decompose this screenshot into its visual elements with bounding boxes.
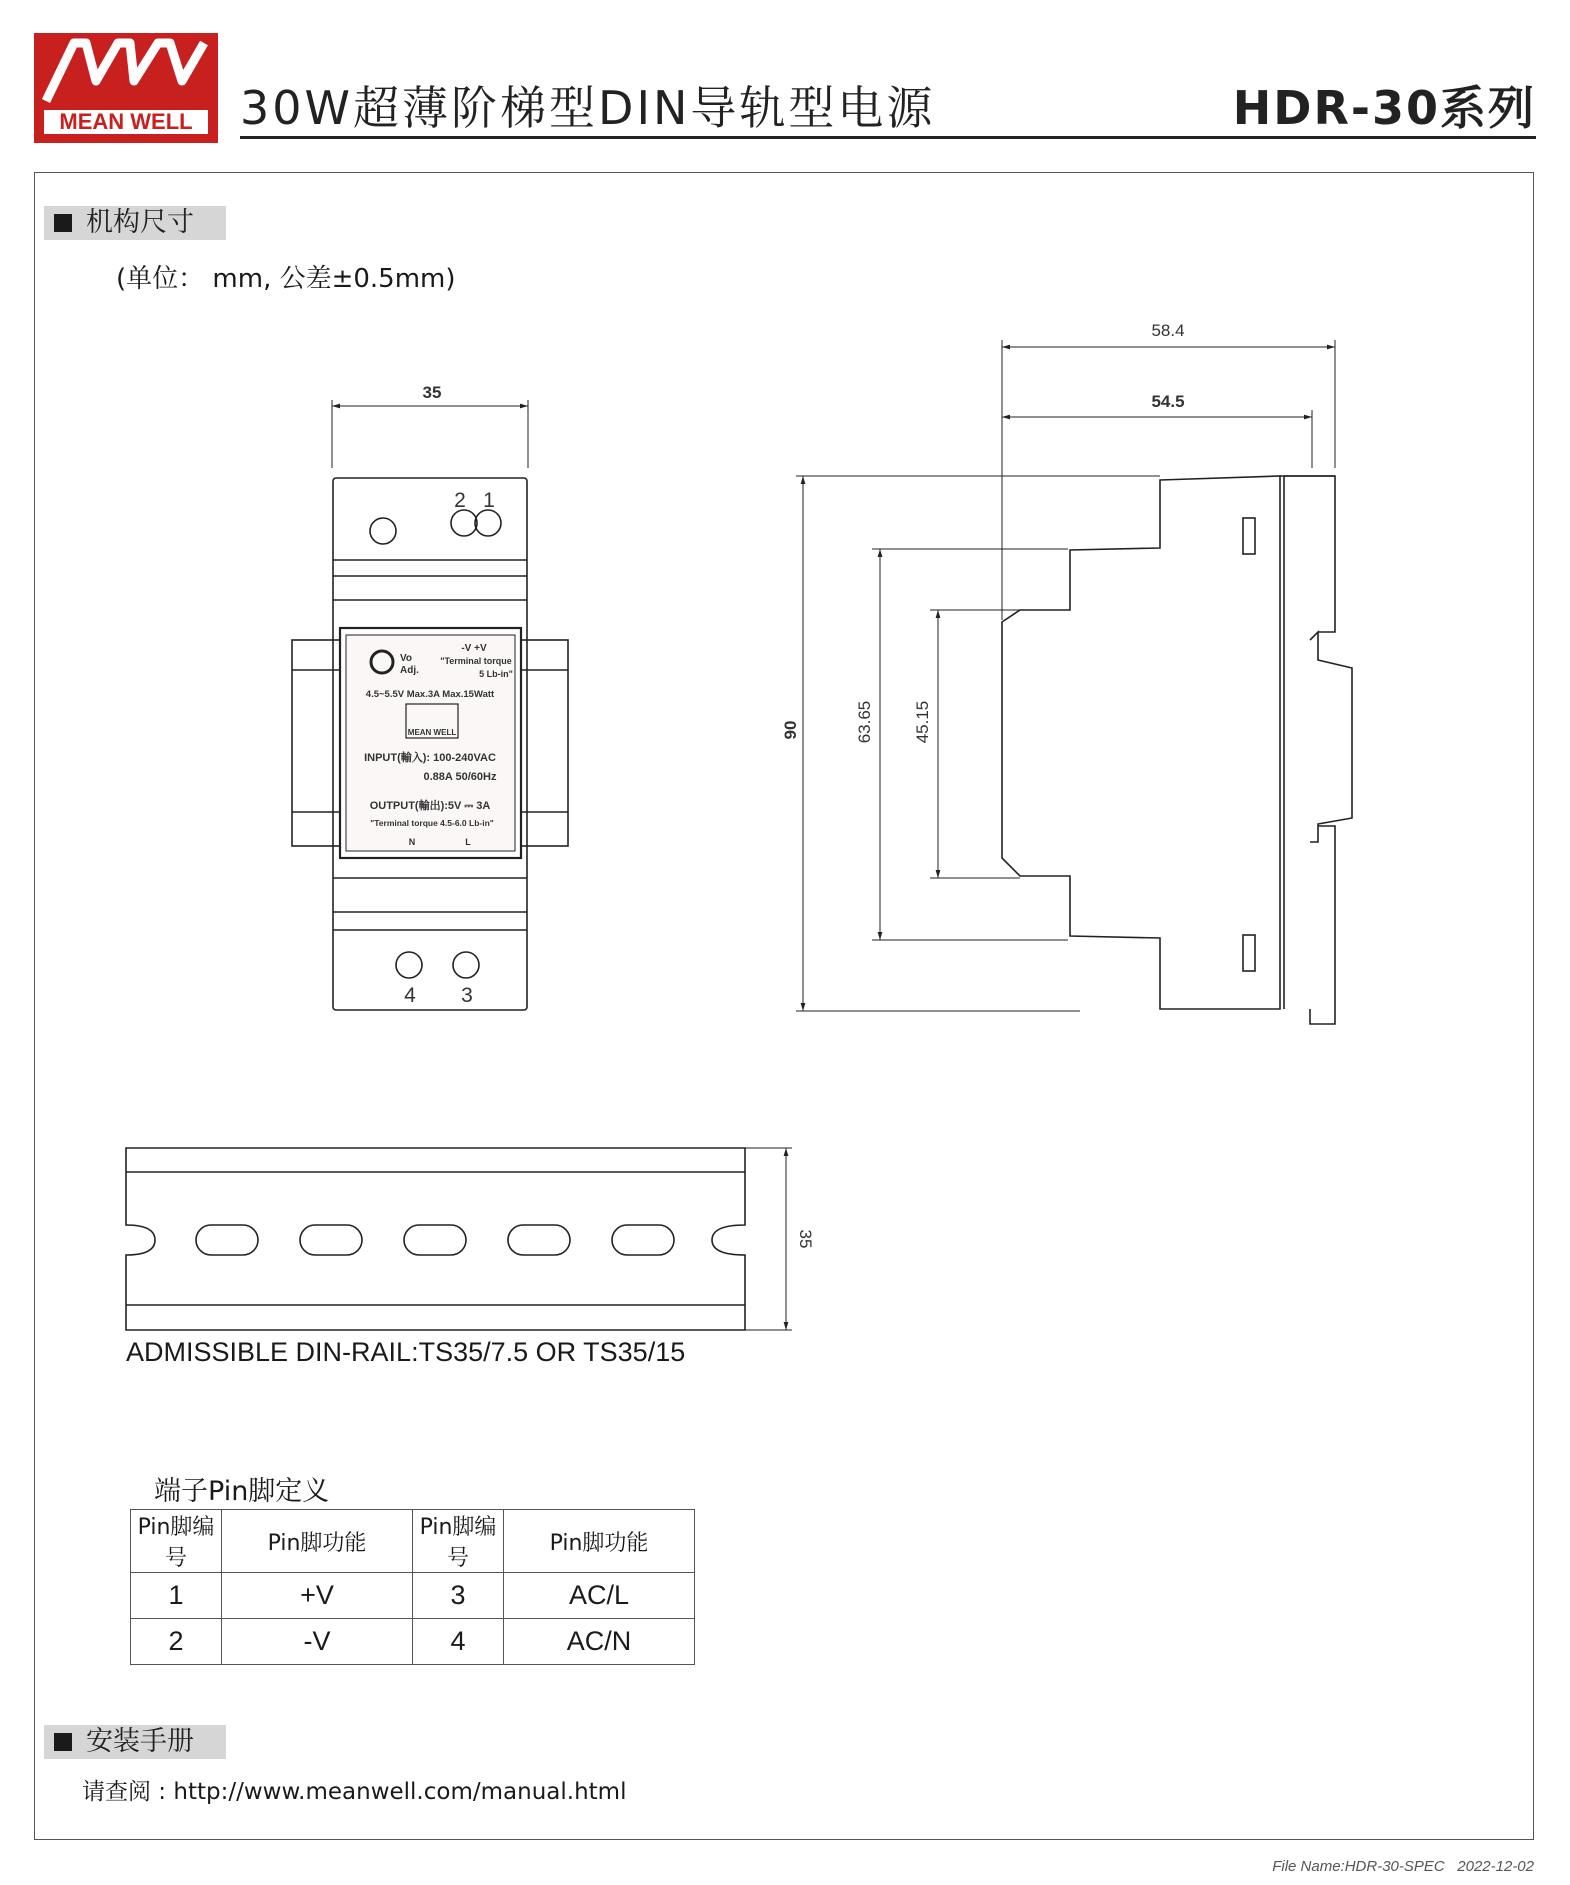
- front-width-dim: 35: [422, 383, 442, 402]
- unit-note: (单位： mm, 公差±0.5mm): [116, 264, 456, 294]
- label-mark-n: N: [408, 837, 416, 847]
- label-output-line: OUTPUT(輸出):5V ⎓ 3A: [369, 800, 491, 812]
- label-terminal-polarity: -V +V: [461, 643, 487, 654]
- document-title: 30W超薄阶梯型DIN导轨型电源: [240, 81, 936, 135]
- label-terminal-torque-value: 5 Lb-in": [479, 669, 513, 679]
- table-row: [131, 1619, 695, 1665]
- pin-4-mark: 4: [404, 984, 416, 1007]
- din-rail-drawing: [126, 1148, 792, 1330]
- pin-1-mark: 1: [483, 489, 495, 512]
- label-brand: MEAN WELL: [407, 728, 457, 737]
- front-view: [292, 400, 568, 1010]
- label-adj: Adj.: [400, 665, 419, 676]
- front-label-text: [364, 383, 513, 1007]
- pin-3-mark: 3: [461, 984, 473, 1007]
- side-height-mid: 63.65: [855, 700, 874, 744]
- series-title: HDR-30系列: [1232, 81, 1536, 135]
- label-terminal-torque-bottom: "Terminal torque 4.5-6.0 Lb-in": [370, 818, 494, 828]
- side-view: [796, 340, 1352, 1024]
- footer-file-name: File Name:HDR-30-SPEC: [1272, 1858, 1445, 1875]
- terminal-hole-3: [453, 952, 479, 978]
- rail-height-dim: 35: [796, 1229, 815, 1249]
- rail-slot: [196, 1225, 258, 1255]
- terminal-hole-4: [396, 952, 422, 978]
- rail-slot: [300, 1225, 362, 1255]
- label-terminal-torque-top: "Terminal torque: [440, 656, 512, 666]
- header-pin-function-1: Pin脚功能: [222, 1510, 413, 1573]
- side-dim-text: [781, 321, 1185, 743]
- table-cell: 2: [131, 1619, 222, 1665]
- section-install-heading: [44, 1725, 226, 1759]
- rail-slot: [508, 1225, 570, 1255]
- header-pin-function-2: Pin脚功能: [504, 1510, 695, 1573]
- square-bullet-icon: [54, 1733, 72, 1751]
- label-input-line2: 0.88A 50/60Hz: [423, 771, 497, 783]
- table-header-row: [131, 1510, 695, 1573]
- label-input-line1: INPUT(輸入): 100-240VAC: [364, 752, 496, 764]
- rail-slot: [404, 1225, 466, 1255]
- table-cell: AC/N: [504, 1619, 695, 1665]
- table-row: [131, 1573, 695, 1619]
- header-pin-number-2: Pin脚编号: [413, 1510, 504, 1573]
- side-depth-body: 54.5: [1151, 392, 1185, 411]
- side-height-inner: 45.15: [913, 700, 932, 744]
- footer-date: 2022-12-02: [1457, 1858, 1534, 1875]
- pin-2-mark: 2: [454, 489, 466, 512]
- logo-text: MEAN WELL: [44, 110, 208, 134]
- label-mark-l: L: [465, 837, 471, 847]
- manual-link[interactable]: 请查阅 : http://www.meanwell.com/manual.html: [82, 1779, 627, 1805]
- footer: [1272, 1858, 1534, 1875]
- label-rating: 4.5~5.5V Max.3A Max.15Watt: [365, 689, 495, 700]
- din-rail-caption: ADMISSIBLE DIN-RAIL:TS35/7.5 OR TS35/15: [126, 1337, 686, 1367]
- table-cell: AC/L: [504, 1573, 695, 1619]
- pin-definition-table: [130, 1509, 695, 1665]
- section-mechanical-label: 机构尺寸: [86, 207, 194, 238]
- section-install-label: 安装手册: [86, 1726, 194, 1757]
- table-cell: 4: [413, 1619, 504, 1665]
- header-pin-number-1: Pin脚编号: [131, 1510, 222, 1573]
- table-cell: -V: [222, 1619, 413, 1665]
- label-vo: Vo: [400, 653, 413, 664]
- table-cell: 3: [413, 1573, 504, 1619]
- pin-table-title: 端子Pin脚定义: [154, 1476, 330, 1507]
- side-depth-total: 58.4: [1151, 321, 1185, 340]
- table-cell: 1: [131, 1573, 222, 1619]
- terminal-hole-1-right: [475, 510, 501, 536]
- terminal-hole-1-left: [451, 510, 477, 536]
- rail-slot: [612, 1225, 674, 1255]
- table-cell: +V: [222, 1573, 413, 1619]
- side-height-total: 90: [781, 720, 800, 740]
- terminal-hole-2: [370, 518, 396, 544]
